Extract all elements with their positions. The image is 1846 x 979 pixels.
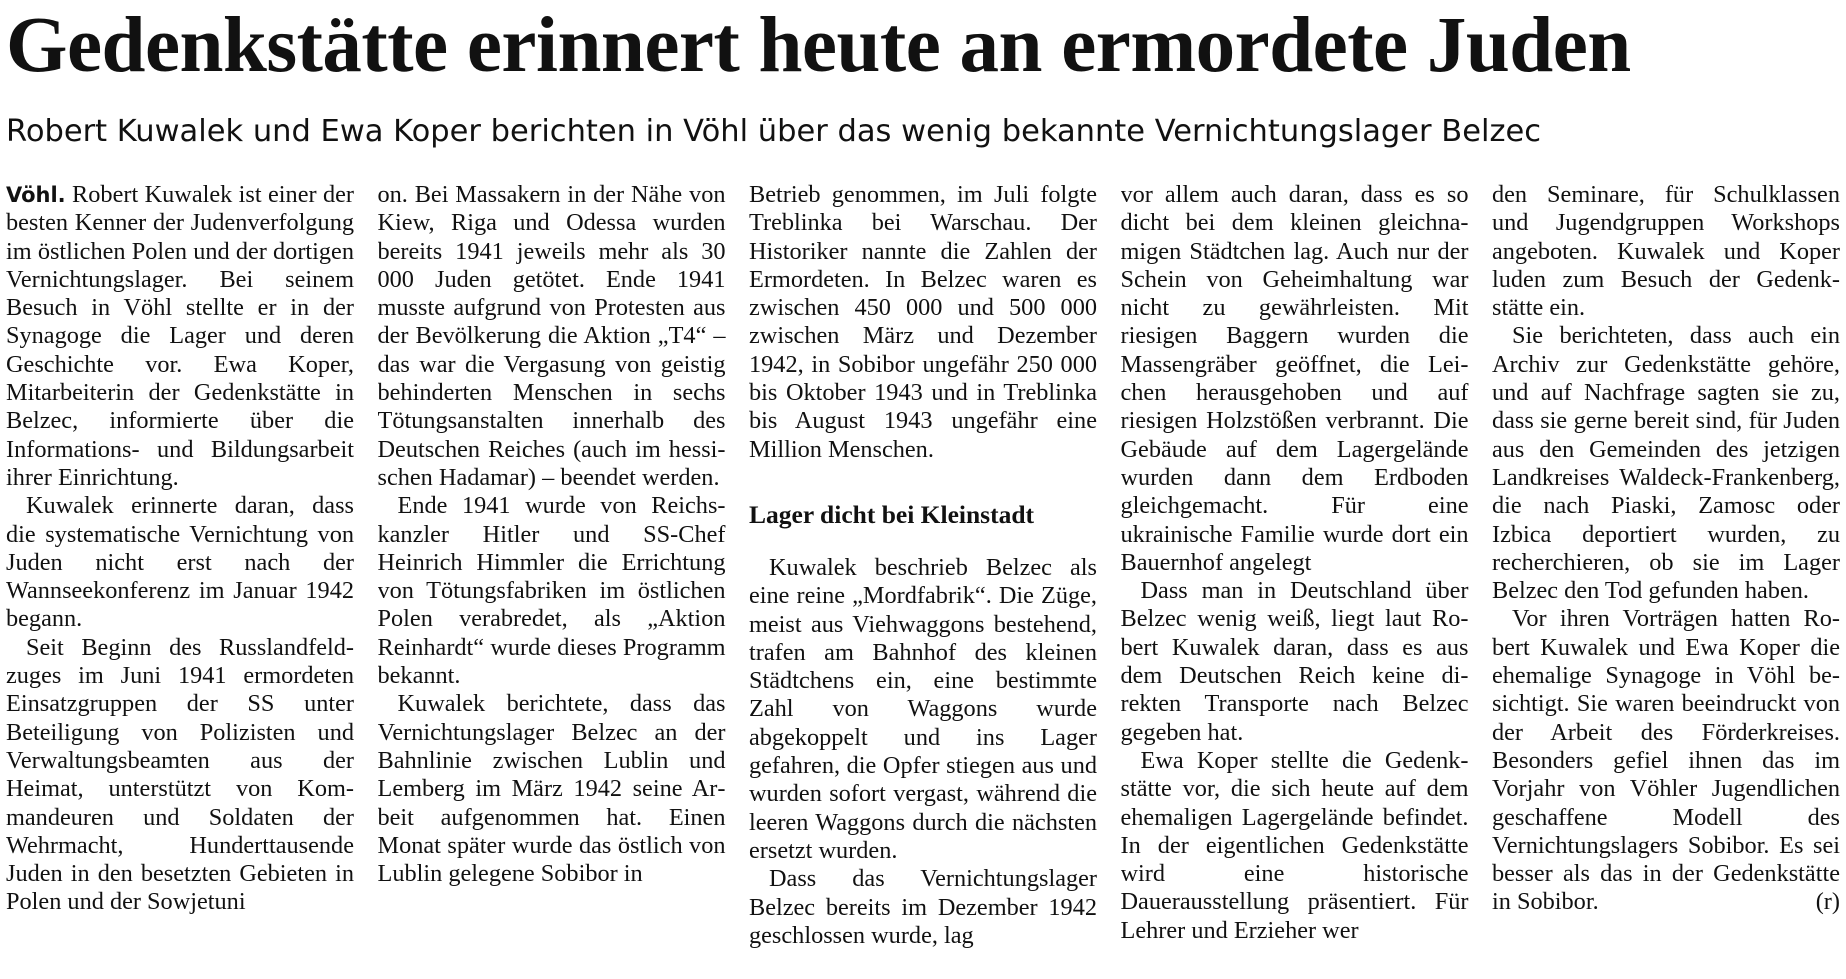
paragraph: Kuwalek erinnerte daran, dass die systematische Vernichtung von Juden nicht erst nach der Wannseekonferenz im Januar 1942 begann. [6, 492, 354, 633]
paragraph: Seit Beginn des Russlandfeldzuges im Juni 1941 ermordeten Einsatzgruppen der SS unter Beteiligung von Polizisten und Verwaltungsbeamten aus der Heimat, unterstützt von Kommandeuren und Soldaten der Wehrmacht, Hunderttausende Juden in den besetzten Gebieten in Polen und der Sowjetuni [6, 633, 354, 916]
article-column-5 [1492, 181, 1840, 973]
paragraph: Kuwalek beschrieb Belzec als eine reine „Mordfabrik“. Die Züge, meist aus Viehwaggons bestehend, trafen am Bahnhof des kleinen Städtchens ein, eine bestimmte Zahl von Waggons wurde abgekoppelt und ins Lager gefahren, die Opfer stiegen aus und wurden sofort vergast, während die leeren Waggons durch die nächsten ersetzt wurden. [749, 553, 1097, 864]
subheadline: Robert Kuwalek und Ewa Koper berichten in Vöhl über das wenig bekannte Vernichtungslager Belzec [6, 114, 1541, 149]
paragraph: vor allem auch daran, dass es so dicht bei dem kleinen gleichnamigen Städtchen lag. Auch nur der Schein von Geheimhaltung war nicht zu gewährleisten. Mit riesigen Baggern wurden die Massengräber geöffnet, die Leichen herausgehoben und auf riesigen Holzstößen verbrannt. Die Gebäude auf dem Lagergelände wurden dann dem Erdboden gleichgemacht. Für eine ukrainische Familie wurde dort ein Bauernhof angelegt [1120, 181, 1469, 576]
section-subheading: Lager dicht bei Kleinstadt [749, 499, 1034, 529]
paragraph: Vor ihren Vorträgen hatten Robert Kuwalek und Ewa Koper die ehemalige Synagoge in Vöhl besichtigt. Sie waren beeindruckt von der Arbeit des Förderkreises. Besonders gefiel ihnen das im Vorjahr von Vöhler Jugendlichen geschaffene Modell des Vernichtungslagers Sobibor. Es sei besser als das in der Gedenkstätte in Sobibor. (r) [1492, 605, 1840, 916]
paragraph: Betrieb genommen, im Juli folgte Treblinka bei Warschau. Der Historiker nannte die Zahlen der Ermordeten. In Belzec waren es zwischen 450 000 und 500 000 zwischen März und Dezember 1942, in Sobibor ungefähr 250 000 bis Oktober 1943 und in Treblinka bis August 1943 ungefähr eine Million Menschen. [749, 181, 1097, 463]
paragraph: Dass das Vernichtungslager Belzec bereits im Dezember 1942 geschlossen wurde, lag [749, 865, 1097, 949]
paragraph: Ende 1941 wurde von Reichskanzler Hitler und SS-Chef Heinrich Himmler die Errichtung von Tötungsfabriken im östlichen Polen verabredet, als „Aktion Reinhardt“ wurde dieses Programm bekannt. [377, 492, 726, 690]
paragraph: Sie berichteten, dass auch ein Archiv zur Gedenkstätte gehöre, und auf Nachfrage sagten sie zu, dass sie gerne bereit sind, für Juden aus den Gemeinden des jetzigen Landkreises Waldeck-Frankenberg, die nach Piaski, Zamosc oder Izbica deportiert wurden, zu recherchieren, ob sie im Lager Belzec den Tod gefunden haben. [1492, 322, 1840, 605]
article-column-1 [6, 181, 354, 973]
paragraph: Dass man in Deutschland über Belzec wenig weiß, liegt laut Robert Kuwalek daran, dass es aus dem Deutschen Reich keine direkten Transporte nach Belzec gegeben hat. [1120, 577, 1469, 746]
paragraph: Kuwalek berichtete, dass das Vernichtungslager Belzec an der Bahnlinie zwischen Lublin und Lemberg im März 1942 seine Arbeit aufgenommen hat. Einen Monat später wurde das östlich von Lublin gelegene Sobibor in [377, 690, 726, 888]
paragraph: on. Bei Massakern in der Nähe von Kiew, Riga und Odessa wurden bereits 1941 jeweils mehr als 30 000 Juden getötet. Ende 1941 musste aufgrund von Protesten aus der Bevölkerung die Aktion „T4“ – das war die Vergasung von geistig behinderten Menschen in sechs Tötungsanstalten innerhalb des Deutschen Reiches (auch im hessischen Hadamar) – beendet werden. [377, 181, 726, 491]
article-column-2 [378, 181, 726, 973]
article-column-4 [1121, 181, 1469, 973]
paragraph: Vöhl. Robert Kuwalek ist einer der besten Kenner der Judenverfolgung im östlichen Polen und der dortigen Vernichtungslager. Bei seinem Besuch in Vöhl stellte er in der Synagoge die Lager und deren Geschichte vor. Ewa Koper, Mitarbeiterin der Gedenkstätte in Belzec, informierte über die Informations- und Bildungsarbeit ihrer Einrichtung. [6, 181, 354, 491]
paragraph: den Seminare, für Schulklassen und Jugendgruppen Workshops angeboten. Kuwalek und Koper luden zum Besuch der Gedenkstätte ein. [1492, 181, 1840, 322]
headline: Gedenkstätte erinnert heute an ermordete Juden [6, 2, 1631, 89]
article-column-3 [749, 181, 1097, 973]
author-initial: (r) [1815, 888, 1840, 916]
paragraph: Ewa Koper stellte die Gedenkstätte vor, die sich heute auf dem ehemaligen Lagergelände befindet. In der eigentlichen Gedenkstätte wird eine historische Dauerausstellung präsentiert. Für Lehrer und Erzieher wer [1120, 746, 1469, 944]
article-body [6, 181, 1840, 973]
dateline: Vöhl. [6, 183, 66, 207]
